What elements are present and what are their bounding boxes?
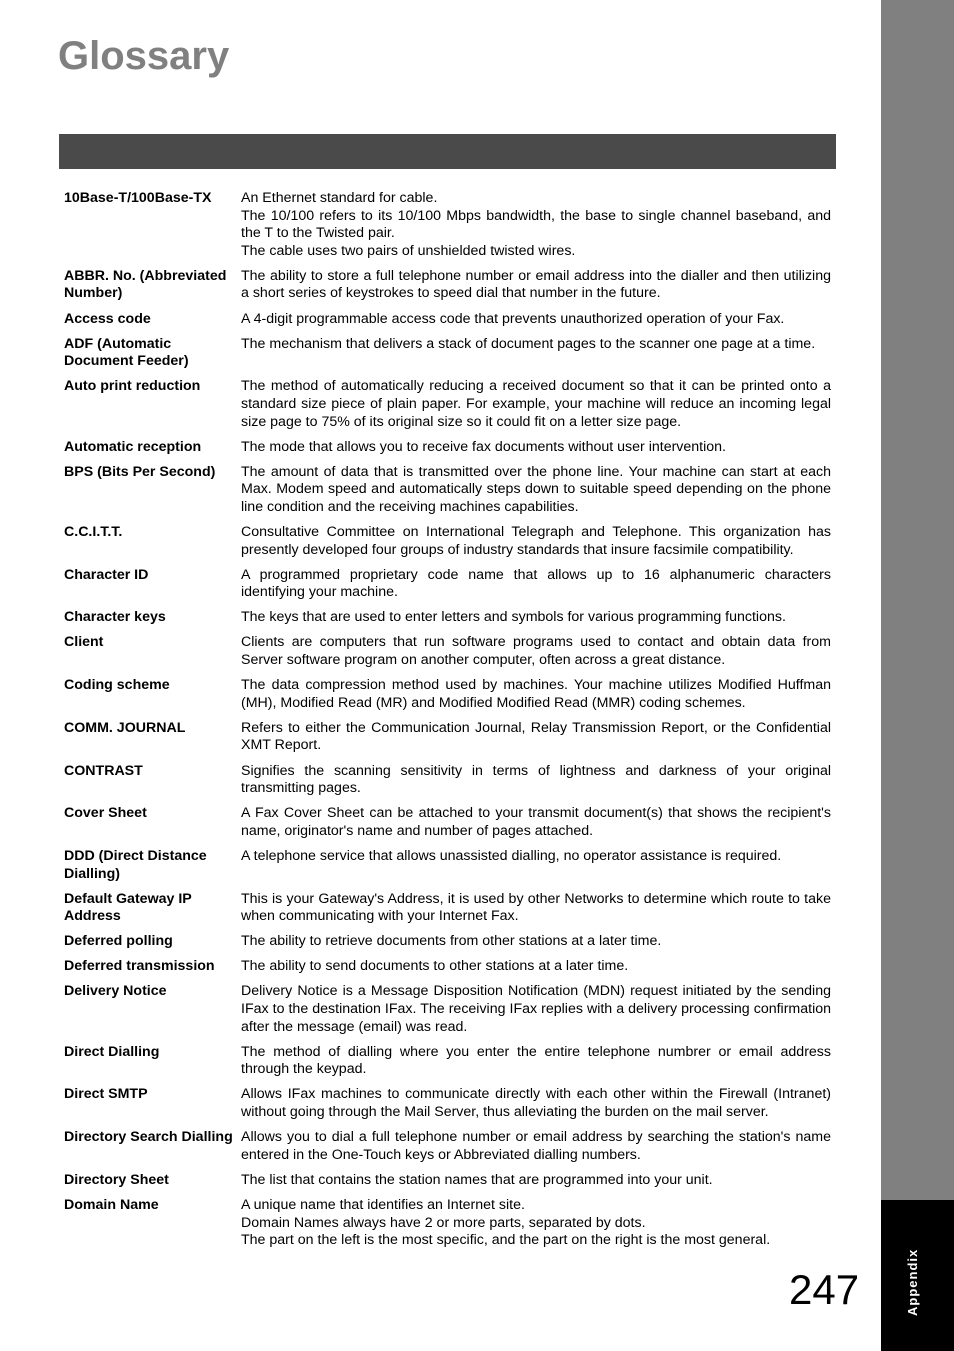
glossary-entry [64, 720, 831, 755]
glossary-term: Domain Name [64, 1196, 159, 1213]
glossary-definition [241, 1129, 831, 1164]
definition-line: The data compression method used by machines. Your machine utilizes Modified Huffman (MH), Modified Read (MR) and Modified Modified Read (MMR) coding schemes. [241, 677, 831, 711]
glossary-term: CONTRAST [64, 762, 143, 779]
glossary-term: Cover Sheet [64, 805, 147, 822]
glossary-term: Character keys [64, 609, 166, 626]
glossary-entry [64, 958, 831, 976]
glossary-entry [64, 378, 831, 431]
glossary-entry [64, 805, 831, 840]
glossary-definition [241, 763, 831, 798]
glossary-definition [241, 609, 831, 627]
glossary-term: Deferred polling [64, 933, 173, 950]
glossary-definition [241, 336, 831, 354]
glossary-entry [64, 336, 831, 371]
glossary-entry [64, 983, 831, 1036]
definition-line: A Fax Cover Sheet can be attached to your transmit document(s) that shows the recipient's name, originator's name and number of pages attached. [241, 805, 831, 839]
definition-line: Clients are computers that run software programs used to contact and obtain data from Server software program on another computer, often across a great distance. [241, 634, 831, 669]
glossary-entry [64, 567, 831, 602]
glossary-term: Direct SMTP [64, 1086, 148, 1103]
glossary-definition [241, 378, 831, 431]
glossary-entry [64, 848, 831, 883]
definition-line: Allows IFax machines to communicate directly with each other within the Firewall (Intranet) without going through the Mail Server, thus alleviating the burden on the mail server. [241, 1086, 831, 1121]
definition-line: Signifies the scanning sensitivity in terms of lightness and darkness of your original transmitting pages. [241, 762, 831, 797]
definition-line: This is your Gateway's Address, it is used by other Networks to determine which route to take when communicating with your Internet Fax. [241, 890, 831, 925]
glossary-entry [64, 464, 831, 517]
glossary-definition [241, 891, 831, 926]
glossary-term: Direct Dialling [64, 1043, 160, 1060]
glossary-definition [241, 524, 831, 559]
glossary-entry [64, 268, 831, 303]
glossary-definition [241, 439, 831, 457]
definition-line: The mode that allows you to receive fax documents without user intervention. [241, 438, 726, 455]
glossary-term: 10Base-T/100Base-TX [64, 190, 212, 206]
definition-line: Consultative Committee on International Telegraph and Telephone. This organization has presently developed four groups of industry standards that insure facsimile compatibility. [241, 524, 831, 558]
glossary-definition [241, 634, 831, 669]
definition-line: An Ethernet standard for cable. [241, 190, 438, 206]
glossary-term: Auto print reduction [64, 378, 201, 395]
glossary-term: C.C.I.T.T. [64, 524, 123, 540]
glossary-definition [241, 933, 831, 951]
glossary-entry [64, 1086, 831, 1121]
glossary-term: Client [64, 634, 104, 651]
definition-line: The mechanism that delivers a stack of document pages to the scanner one page at a time. [241, 335, 816, 352]
glossary-term: Deferred transmission [64, 958, 215, 975]
definition-line: The amount of data that is transmitted over the phone line. Your machine can start at each Max. Modem speed and automatically steps down to suitable speed depending on the phone line condition and the receiving machines capabilities. [241, 463, 831, 515]
glossary-term: ADF (Automatic Document Feeder) [64, 335, 189, 370]
glossary-term: Delivery Notice [64, 983, 167, 1000]
definition-line: Delivery Notice is a Message Disposition Notification (MDN) request initiated by the sending IFax to the destination IFax. The receiving IFax replies with a delivery processing confirmation after the message (email) was read. [241, 983, 831, 1035]
definition-line: The 10/100 refers to its 10/100 Mbps bandwidth, the base to single channel baseband, and the T to the Twisted pair. [241, 207, 831, 242]
definition-line: The ability to store a full telephone number or email address into the dialler and then utilizing a short series of keystrokes to speed dial that number in the future. [241, 267, 831, 302]
glossary-definition [241, 958, 831, 976]
definition-line: The method of automatically reducing a received document so that it can be printed onto a standard size piece of plain paper. For example, your machine will reduce an incoming legal size page to 75% of its original size so it could fit on a letter size page. [241, 378, 831, 430]
definition-line: The part on the left is the most specific, and the part on the right is the most general. [241, 1232, 771, 1249]
definition-line: A telephone service that allows unassisted dialling, no operator assistance is required. [241, 847, 782, 864]
glossary-term: Directory Sheet [64, 1171, 169, 1188]
glossary-entry [64, 763, 831, 798]
glossary-term: COMM. JOURNAL [64, 719, 186, 736]
glossary-term: Character ID [64, 566, 149, 583]
section-header-bar [59, 134, 836, 169]
page-title: Glossary [58, 34, 230, 78]
definition-line: The method of dialling where you enter the entire telephone numbrer or email address through the keypad. [241, 1043, 831, 1078]
glossary-term: DDD (Direct Distance Dialling) [64, 847, 207, 882]
glossary-entry [64, 891, 831, 926]
glossary-entry [64, 311, 831, 329]
appendix-tab-label: Appendix [905, 1248, 920, 1316]
glossary-entry [64, 439, 831, 457]
glossary-term: Access code [64, 310, 151, 327]
definition-line: A 4-digit programmable access code that prevents unauthorized operation of your Fax. [241, 310, 785, 327]
definition-line: A unique name that identifies an Internet site. [241, 1196, 525, 1213]
glossary-definition [241, 464, 831, 517]
definition-line: The ability to send documents to other stations at a later time. [241, 958, 629, 975]
glossary-term: Default Gateway IP Address [64, 890, 192, 925]
glossary-entry [64, 1197, 831, 1250]
glossary-entry [64, 677, 831, 712]
glossary-definition [241, 1197, 831, 1250]
glossary-definition [241, 1044, 831, 1079]
glossary-definition [241, 720, 831, 755]
definition-line: A programmed proprietary code name that allows up to 16 alphanumeric characters identifying your machine. [241, 566, 831, 601]
definition-line: Allows you to dial a full telephone number or email address by searching the station's name entered in the One-Touch keys or Abbreviated dialling numbers. [241, 1129, 831, 1163]
glossary-entry [64, 933, 831, 951]
glossary-definition [241, 190, 831, 260]
glossary-list [64, 190, 831, 1257]
glossary-entry [64, 190, 831, 260]
glossary-entry [64, 1129, 831, 1164]
glossary-definition [241, 567, 831, 602]
glossary-definition [241, 805, 831, 840]
glossary-definition [241, 677, 831, 712]
glossary-definition [241, 848, 831, 866]
glossary-definition [241, 268, 831, 303]
glossary-term: BPS (Bits Per Second) [64, 463, 216, 480]
definition-line: Refers to either the Communication Journal, Relay Transmission Report, or the Confidential XMT Report. [241, 719, 831, 754]
glossary-definition [241, 1172, 831, 1190]
glossary-term: Automatic reception [64, 438, 202, 455]
glossary-entry [64, 1044, 831, 1079]
definition-line: The cable uses two pairs of unshielded twisted wires. [241, 242, 576, 259]
definition-line: The list that contains the station names that are programmed into your unit. [241, 1171, 713, 1188]
side-tab [881, 0, 954, 1200]
glossary-term: ABBR. No. (Abbreviated Number) [64, 267, 227, 302]
glossary-term: Coding scheme [64, 677, 170, 694]
definition-line: The ability to retrieve documents from other stations at a later time. [241, 933, 662, 950]
glossary-term: Directory Search Dialling [64, 1129, 233, 1146]
glossary-definition [241, 1086, 831, 1121]
page-number: 247 [789, 1266, 860, 1313]
glossary-entry [64, 524, 831, 559]
glossary-definition [241, 311, 831, 329]
glossary-entry [64, 634, 831, 669]
glossary-entry [64, 1172, 831, 1190]
glossary-definition [241, 983, 831, 1036]
glossary-entry [64, 609, 831, 627]
definition-line: The keys that are used to enter letters and symbols for various programming functions. [241, 609, 786, 626]
definition-line: Domain Names always have 2 or more parts, separated by dots. [241, 1214, 646, 1231]
